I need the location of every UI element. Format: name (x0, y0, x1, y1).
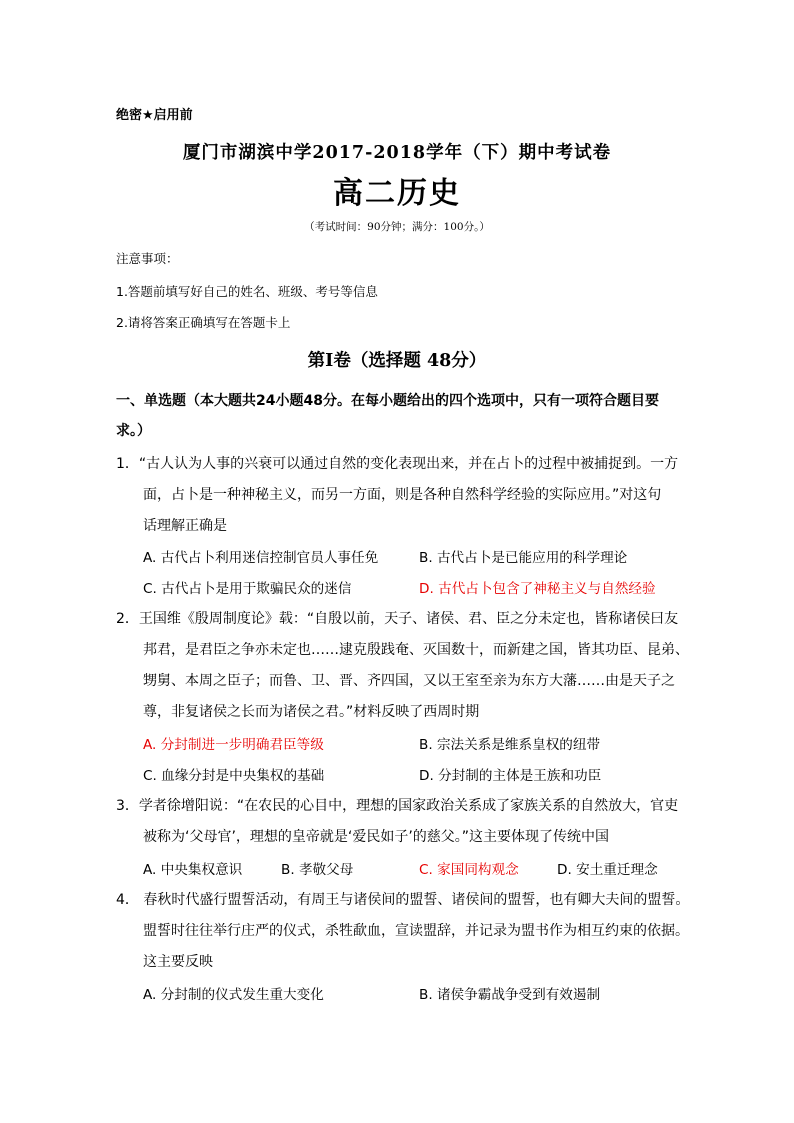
section-heading: 一、单选题（本大题共24小题48分。在每小题给出的四个选项中，只有一项符合题目要 (116, 393, 659, 409)
question-1-stem-line: 话理解正确是 (143, 518, 227, 534)
question-3-stem-line: 被称为‘父母官’，理想的皇帝就是‘爱民如子’的慈父。”这主要体现了传统中国 (143, 829, 610, 845)
question-3-option-a: A. 中央集权意识 (143, 862, 243, 878)
question-3-stem: 3．学者徐增阳说：“在农民的心目中，理想的国家政治关系成了家族关系的自然放大，官吏 (116, 798, 679, 814)
question-1-stem-line: 面，占卜是一种神秘主义，而另一方面，则是各种自然科学经验的实际应用。”对这句 (143, 487, 662, 503)
question-2-option-d: D. 分封制的主体是王族和功臣 (419, 768, 602, 784)
section-heading-cont: 求。） (116, 423, 151, 439)
question-3-option-d: D. 安土重迁理念 (557, 862, 658, 878)
notice-item-2: 2.请将答案正确填写在答题卡上 (116, 315, 291, 330)
question-2-stem-line: 尊，非复诸侯之长而为诸侯之君。”材料反映了西周时期 (143, 704, 480, 720)
question-2-option-b: B. 宗法关系是维系皇权的纽带 (419, 737, 601, 753)
question-2-stem-line: 甥舅、本周之臣子；而鲁、卫、晋、齐四国，又以王室至亲为东方大藩……由是天子之 (143, 673, 675, 689)
subject-title: 高二历史 (333, 176, 461, 211)
question-3-option-c-answer: C. 家国同构观念 (419, 862, 519, 878)
part-title: 第I卷（选择题 48分） (307, 351, 487, 371)
question-1-stem: 1．“古人认为人事的兴衰可以通过自然的变化表现出来，并在占卜的过程中被捕捉到。一方 (116, 456, 679, 472)
question-1-option-c: C. 古代占卜是用于欺骗民众的迷信 (143, 581, 352, 597)
question-2-stem-line: 邦君，是君臣之争亦未定也……逮克殷践奄、灭国数十，而新建之国，皆其功臣、昆弟、 (143, 642, 689, 658)
question-4-stem-line: 这主要反映 (143, 954, 213, 970)
exam-title: 厦门市湖滨中学2017-2018学年（下）期中考试卷 (182, 143, 612, 163)
exam-info: （考试时间：90分钟；满分：100分。） (304, 221, 490, 233)
question-1-option-d-answer: D. 古代占卜包含了神秘主义与自然经验 (419, 581, 656, 597)
confidential-mark: 绝密★启用前 (116, 108, 193, 123)
question-4-option-a: A. 分封制的仪式发生重大变化 (143, 987, 324, 1003)
question-4-stem: 4． 春秋时代盛行盟誓活动，有周王与诸侯间的盟誓、诸侯间的盟誓，也有卿大夫间的盟誓。 (116, 892, 690, 908)
question-2-option-c: C. 血缘分封是中央集权的基础 (143, 768, 325, 784)
question-3-option-b: B. 孝敬父母 (281, 862, 354, 878)
notice-item-1: 1.答题前填写好自己的姓名、班级、考号等信息 (116, 284, 378, 299)
notice-title: 注意事项： (116, 251, 179, 266)
question-2-option-a-answer: A. 分封制进一步明确君臣等级 (143, 737, 324, 753)
question-1-option-b: B. 古代占卜是已能应用的科学理论 (419, 550, 628, 566)
question-4-stem-line: 盟誓时往往举行庄严的仪式，杀牲歃血，宣读盟辞，并记录为盟书作为相互约束的依据。 (143, 923, 689, 939)
question-1-option-a: A. 古代占卜利用迷信控制官员人事任免 (143, 550, 379, 566)
question-2-stem: 2．王国维《殷周制度论》载：“自殷以前，天子、诸侯、君、臣之分未定也，皆称诸侯曰友 (116, 611, 679, 627)
question-4-option-b: B. 诸侯争霸战争受到有效遏制 (419, 987, 601, 1003)
